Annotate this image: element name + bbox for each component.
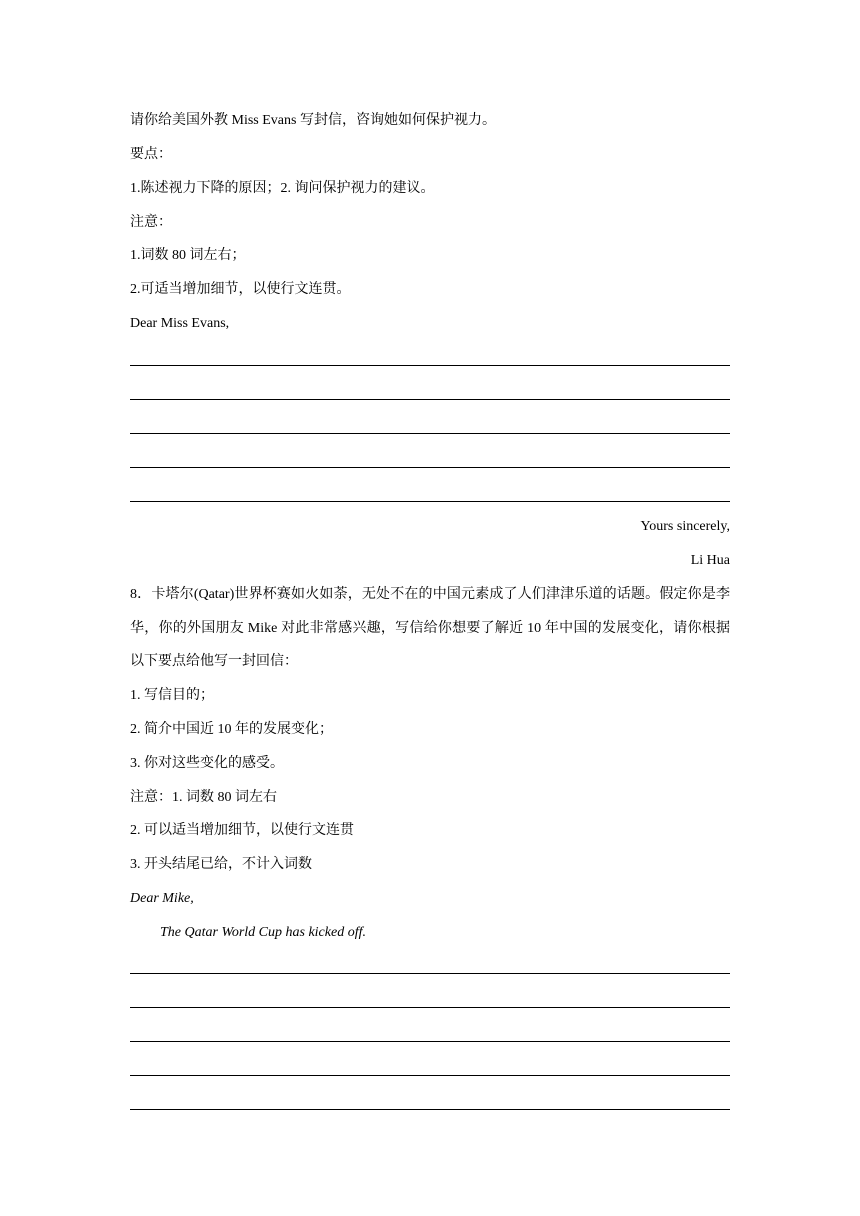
task-prompt: 请你给美国外教 Miss Evans 写封信，咨询她如何保护视力。 (130, 113, 496, 128)
points-heading: 要点： (130, 147, 172, 162)
point-item: 3. 你对这些变化的感受。 (130, 756, 284, 771)
answer-line (130, 365, 730, 366)
note-item: 3. 开头结尾已给，不计入词数 (130, 857, 312, 872)
answer-line (130, 1075, 730, 1076)
worksheet-page (130, 0, 730, 1216)
answer-line (130, 399, 730, 400)
note-item: 2.可适当增加细节，以使行文连贯。 (130, 282, 351, 297)
answer-line (130, 467, 730, 468)
answer-line (130, 973, 730, 974)
notes-heading: 注意： (130, 215, 172, 230)
letter-salutation: Dear Mike, (130, 891, 194, 906)
note-item: 2. 可以适当增加细节，以使行文连贯 (130, 823, 354, 838)
answer-line (130, 1007, 730, 1008)
points-text: 1.陈述视力下降的原因；2. 询问保护视力的建议。 (130, 181, 435, 196)
point-item: 2. 简介中国近 10 年的发展变化； (130, 722, 333, 737)
point-item: 1. 写信目的； (130, 688, 214, 703)
answer-line (130, 1041, 730, 1042)
question-text: 8．卡塔尔(Qatar)世界杯赛如火如荼，无处不在的中国元素成了人们津津乐道的话题。假定你是李华，你的外国朋友 Mike 对此非常感兴趣，写信给你想要了解近 10 年中国的发展变化，请你根据以下要点给他写一封回信： (130, 587, 730, 669)
answer-line (130, 1109, 730, 1110)
letter-opening-sentence: The Qatar World Cup has kicked off. (160, 925, 366, 940)
letter-salutation: Dear Miss Evans, (130, 316, 230, 331)
letter-signature: Li Hua (690, 553, 730, 568)
answer-line (130, 501, 730, 502)
note-item: 注意：1. 词数 80 词左右 (130, 790, 277, 805)
answer-line (130, 433, 730, 434)
letter-closing: Yours sincerely, (640, 519, 730, 534)
note-item: 1.词数 80 词左右； (130, 248, 246, 263)
